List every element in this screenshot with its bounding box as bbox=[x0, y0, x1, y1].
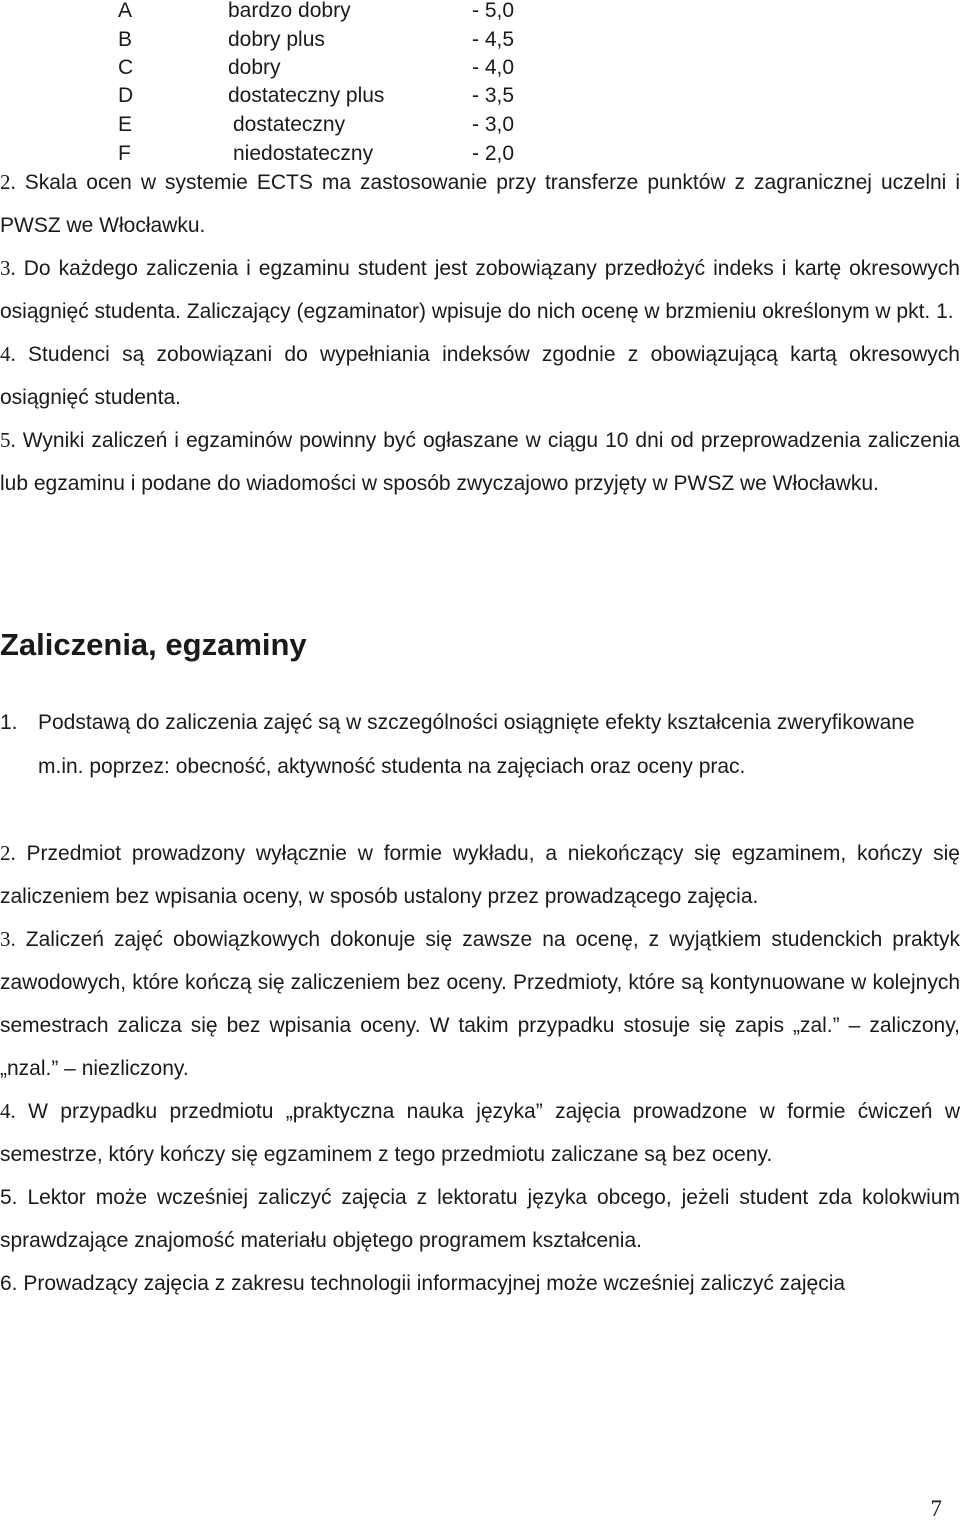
grade-letter: B bbox=[118, 28, 133, 51]
grade-letter: D bbox=[118, 84, 134, 107]
section-item bbox=[0, 832, 960, 918]
item-text: Podstawą do zaliczenia zajęć są w szczególności osiągnięte efekty kształcenia zweryfikowane m.in. poprzez: obecność, aktywność studenta na zajęciach oraz oceny prac. bbox=[38, 711, 915, 778]
item-number: 6. bbox=[0, 1272, 18, 1295]
rule-text: Studenci są zobowiązani do wypełniania indeksów zgodnie z obowiązującą kartą okresowych osiągnięć studenta. bbox=[0, 343, 960, 409]
rules-list bbox=[0, 161, 960, 505]
grade-name: dobry plus bbox=[228, 28, 325, 51]
grade-name: dostateczny bbox=[233, 113, 346, 136]
item-text: Lektor może wcześniej zaliczyć zajęcia z lektoratu języka obcego, jeżeli student zda kolokwium sprawdzające znajomość materiału objętego programem kształcenia. bbox=[0, 1186, 960, 1252]
rule-item bbox=[0, 247, 960, 333]
grade-value: - 4,5 bbox=[472, 28, 515, 51]
rule-number: 3. bbox=[0, 256, 16, 280]
grade-name: niedostateczny bbox=[233, 142, 374, 165]
rule-item bbox=[0, 419, 960, 505]
rule-text: Wyniki zaliczeń i egzaminów powinny być ogłaszane w ciągu 10 dni od przeprowadzenia zaliczenia lub egzaminu i podane do wiadomości w sposób zwyczajowo przyjęty w PWSZ we Włocławku. bbox=[0, 429, 960, 495]
item-number: 5. bbox=[0, 1186, 18, 1209]
grade-letter: A bbox=[118, 0, 133, 22]
rule-number: 2. bbox=[0, 170, 16, 194]
item-number: 3. bbox=[0, 927, 16, 951]
grade-value: - 3,5 bbox=[472, 84, 515, 107]
grade-value: - 3,0 bbox=[472, 113, 515, 136]
section-item bbox=[0, 1176, 960, 1262]
item-number: 1. bbox=[0, 711, 18, 734]
grade-value: - 5,0 bbox=[472, 0, 515, 22]
section-item bbox=[0, 918, 960, 1090]
item-text: Zaliczeń zajęć obowiązkowych dokonuje się zawsze na ocenę, z wyjątkiem studenckich praktyk zawodowych, które kończą się zaliczeniem bez oceny. Przedmioty, które są kontynuowane w kolejnych semestrach zalicza się bez wpisania oceny. W takim przypadku stosuje się zapis „zal.” – zaliczony, „nzal.” – niezliczony. bbox=[0, 928, 960, 1080]
section-item bbox=[0, 1090, 960, 1176]
grade-name: dostateczny plus bbox=[228, 84, 385, 107]
section-item-text bbox=[0, 701, 943, 789]
grade-name: dobry bbox=[228, 56, 281, 79]
item-number: 2. bbox=[0, 841, 16, 865]
page-number: 7 bbox=[930, 1496, 942, 1521]
grade-letter: F bbox=[118, 142, 131, 165]
item-text: Przedmiot prowadzony wyłącznie w formie wykładu, a niekończący się egzaminem, kończy się zaliczeniem bez wpisania oceny, w sposób ustalony przez prowadzącego zajęcia. bbox=[0, 842, 960, 908]
rule-item bbox=[0, 161, 960, 247]
item-text: Prowadzący zajęcia z zakresu technologii informacyjnej może wcześniej zaliczyć zajęcia bbox=[23, 1272, 846, 1295]
rule-text: Do każdego zaliczenia i egzaminu student jest zobowiązany przedłożyć indeks i kartę okresowych osiągnięć studenta. Zaliczający (egzaminator) wpisuje do nich ocenę w brzmieniu określonym w pkt. 1. bbox=[0, 257, 960, 323]
rule-text: Skala ocen w systemie ECTS ma zastosowanie przy transferze punktów z zagranicznej uczelni i PWSZ we Włocławku. bbox=[0, 171, 960, 237]
item-number: 4. bbox=[0, 1099, 16, 1123]
section-item bbox=[0, 701, 960, 789]
item-text: W przypadku przedmiotu „praktyczna nauka języka” zajęcia prowadzone w formie ćwiczeń w semestrze, który kończy się egzaminem z tego przedmiotu zaliczane są bez oceny. bbox=[0, 1100, 960, 1166]
grade-letter: E bbox=[118, 113, 133, 136]
rule-number: 4. bbox=[0, 342, 16, 366]
grade-name: bardzo dobry bbox=[228, 0, 351, 22]
section-item bbox=[0, 1262, 960, 1305]
section-heading: Zaliczenia, egzaminy bbox=[0, 627, 307, 662]
rule-item bbox=[0, 333, 960, 419]
section-items-list bbox=[0, 832, 960, 1305]
rule-number: 5. bbox=[0, 428, 16, 452]
grade-value: - 4,0 bbox=[472, 56, 515, 79]
grade-letter: C bbox=[118, 56, 134, 79]
grade-value: - 2,0 bbox=[472, 142, 515, 165]
